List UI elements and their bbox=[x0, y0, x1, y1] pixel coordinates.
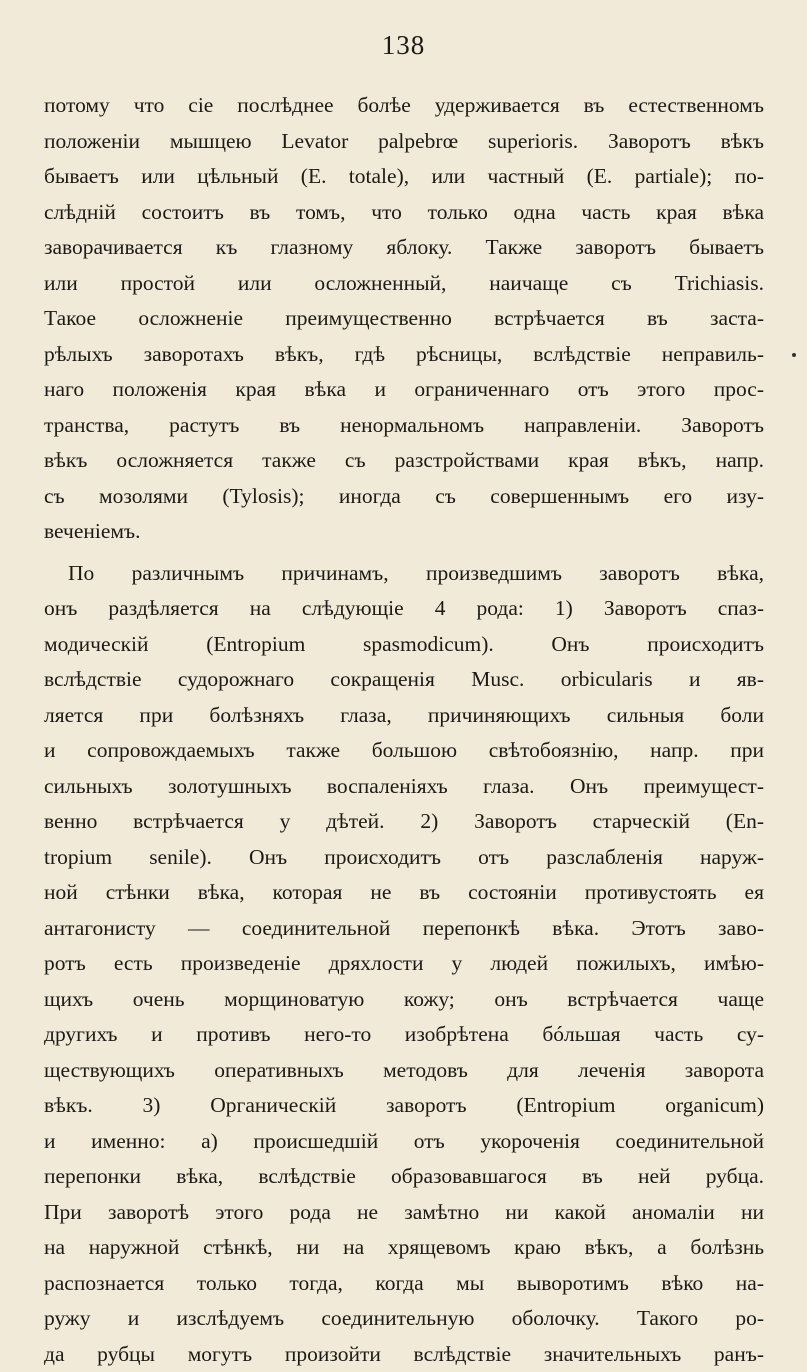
text-line: ной стѣнки вѣка, которая не въ состояніи противустоять ея bbox=[44, 875, 764, 911]
text-line: другихъ и противъ него-то изобрѣтена бóльшая часть су- bbox=[44, 1017, 764, 1053]
text-line: перепонки вѣка, вслѣдствіе образовавшагося въ ней рубца. bbox=[44, 1159, 764, 1195]
text-line: венно встрѣчается у дѣтей. 2) Заворотъ старческій (En- bbox=[44, 804, 764, 840]
text-line: ротъ есть произведеніе дряхлости у людей пожилыхъ, имѣю- bbox=[44, 946, 764, 982]
text-line: наго положенія края вѣка и ограниченнаго отъ этого прос- bbox=[44, 372, 764, 408]
text-line: и сопровождаемыхъ также большою свѣтобоязнію, напр. при bbox=[44, 733, 764, 769]
text-line: ляется при болѣзняхъ глаза, причиняющихъ сильныя боли bbox=[44, 698, 764, 734]
text-line: веченіемъ. bbox=[44, 514, 764, 550]
text-line: ружу и изслѣдуемъ соединительную оболочку. Такого ро- bbox=[44, 1301, 764, 1337]
text-line: заворачивается къ глазному яблоку. Также заворотъ бываетъ bbox=[44, 230, 764, 266]
text-line: бываетъ или цѣльный (E. totale), или частный (E. partiale); по- bbox=[44, 159, 764, 195]
text-line: да рубцы могутъ произойти вслѣдствіе значительныхъ ранъ- bbox=[44, 1337, 764, 1372]
text-line: слѣдній состоитъ въ томъ, что только одна часть края вѣка bbox=[44, 195, 764, 231]
text-line: съ мозолями (Tylosis); иногда съ совершеннымъ его изу- bbox=[44, 479, 764, 515]
text-line: щихъ очень морщиноватую кожу; онъ встрѣчается чаще bbox=[44, 982, 764, 1018]
text-line: модическій (Entropium spasmodicum). Онъ происходитъ bbox=[44, 627, 764, 663]
text-line: вѣкъ осложняется также съ разстройствами края вѣкъ, напр. bbox=[44, 443, 764, 479]
body-text bbox=[44, 88, 764, 1372]
text-line: вслѣдствіе судорожнаго сокращенія Musc. orbicularis и яв- bbox=[44, 662, 764, 698]
text-line: на наружной стѣнкѣ, ни на хрящевомъ краю вѣкъ, а болѣзнь bbox=[44, 1230, 764, 1266]
text-line: онъ раздѣляется на слѣдующіе 4 рода: 1) Заворотъ спаз- bbox=[44, 591, 764, 627]
text-line: потому что сіе послѣднее болѣе удерживается въ естественномъ bbox=[44, 88, 764, 124]
text-line: и именно: а) происшедшій отъ укороченія соединительной bbox=[44, 1124, 764, 1160]
text-line: При заворотѣ этого рода не замѣтно ни какой аномаліи ни bbox=[44, 1195, 764, 1231]
text-line: антагонисту — соединительной перепонкѣ вѣка. Этотъ заво- bbox=[44, 911, 764, 947]
page-number: 138 bbox=[0, 30, 807, 61]
text-line: транства, растутъ въ ненормальномъ направленіи. Заворотъ bbox=[44, 408, 764, 444]
text-line: или простой или осложненный, наичаще съ Trichiasis. bbox=[44, 266, 764, 302]
text-line: рѣлыхъ заворотахъ вѣкъ, гдѣ рѣсницы, вслѣдствіе неправиль- bbox=[44, 337, 764, 373]
text-line: Такое осложненіе преимущественно встрѣчается въ заста- bbox=[44, 301, 764, 337]
text-line: ществующихъ оперативныхъ методовъ для леченія заворота bbox=[44, 1053, 764, 1089]
text-line: По различнымъ причинамъ, произведшимъ заворотъ вѣка, bbox=[44, 556, 764, 592]
text-line: вѣкъ. 3) Органическій заворотъ (Entropium organicum) bbox=[44, 1088, 764, 1124]
text-line: tropium senile). Онъ происходитъ отъ разслабленія наруж- bbox=[44, 840, 764, 876]
text-line: сильныхъ золотушныхъ воспаленіяхъ глаза. Онъ преимущест- bbox=[44, 769, 764, 805]
text-line: распознается только тогда, когда мы выворотимъ вѣко на- bbox=[44, 1266, 764, 1302]
text-line: положеніи мышцею Levator palpebrœ superioris. Заворотъ вѣкъ bbox=[44, 124, 764, 160]
ink-speck bbox=[792, 353, 796, 357]
